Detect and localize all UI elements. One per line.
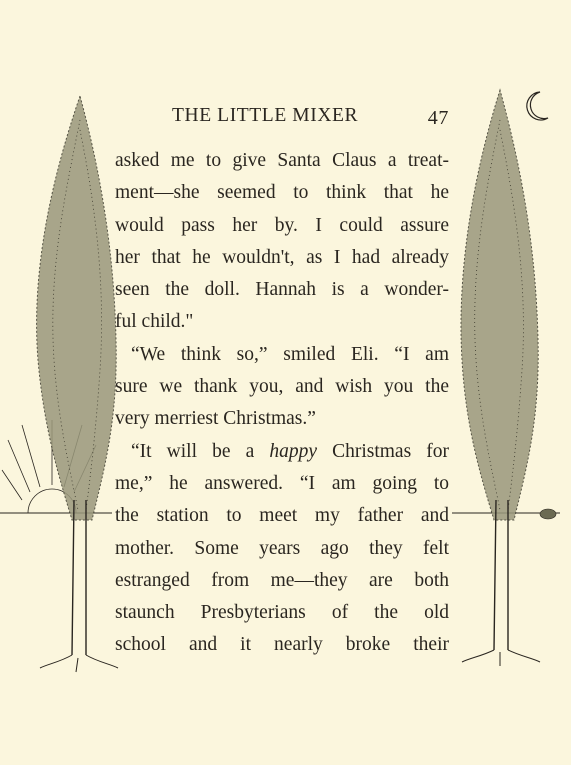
text-line: sure we thank you, and wish you the	[115, 376, 449, 398]
running-header	[172, 101, 449, 131]
body-text	[115, 145, 449, 662]
text-line: ful child."	[115, 311, 194, 333]
page-number: 47	[427, 107, 449, 129]
text-line: the station to meet my father and	[115, 505, 449, 527]
text-line: ment—she seemed to think that he	[115, 182, 449, 204]
right-tree-illustration	[461, 90, 540, 666]
text-segment: Christmas for	[332, 440, 450, 462]
emphasis-word: happy	[269, 440, 317, 462]
text-line: me,” he answered. “I am going to	[115, 472, 449, 494]
text-segment: “It will be a	[131, 440, 255, 462]
text-line: mother. Some years ago they felt	[115, 537, 449, 559]
text-line: asked me to give Santa Claus a treat-	[115, 150, 449, 171]
text-line: school and it nearly broke their	[115, 634, 449, 656]
text-line: “We think so,” smiled Eli. “I am	[131, 343, 449, 365]
text-line: staunch Presbyterians of the old	[115, 602, 449, 624]
text-line: estranged from me—they are both	[115, 569, 449, 591]
running-title: THE LITTLE MIXER	[172, 105, 359, 126]
text-line: very merriest Christmas.”	[115, 408, 316, 430]
text-line	[115, 436, 449, 468]
shrub-icon	[540, 509, 556, 519]
left-tree-illustration	[37, 96, 118, 672]
text-line: her that he wouldn't, as I had already	[115, 246, 449, 268]
text-line: would pass her by. I could assure	[115, 214, 449, 236]
crescent-moon-icon	[527, 92, 548, 120]
text-line: seen the doll. Hannah is a wonder-	[115, 279, 449, 301]
